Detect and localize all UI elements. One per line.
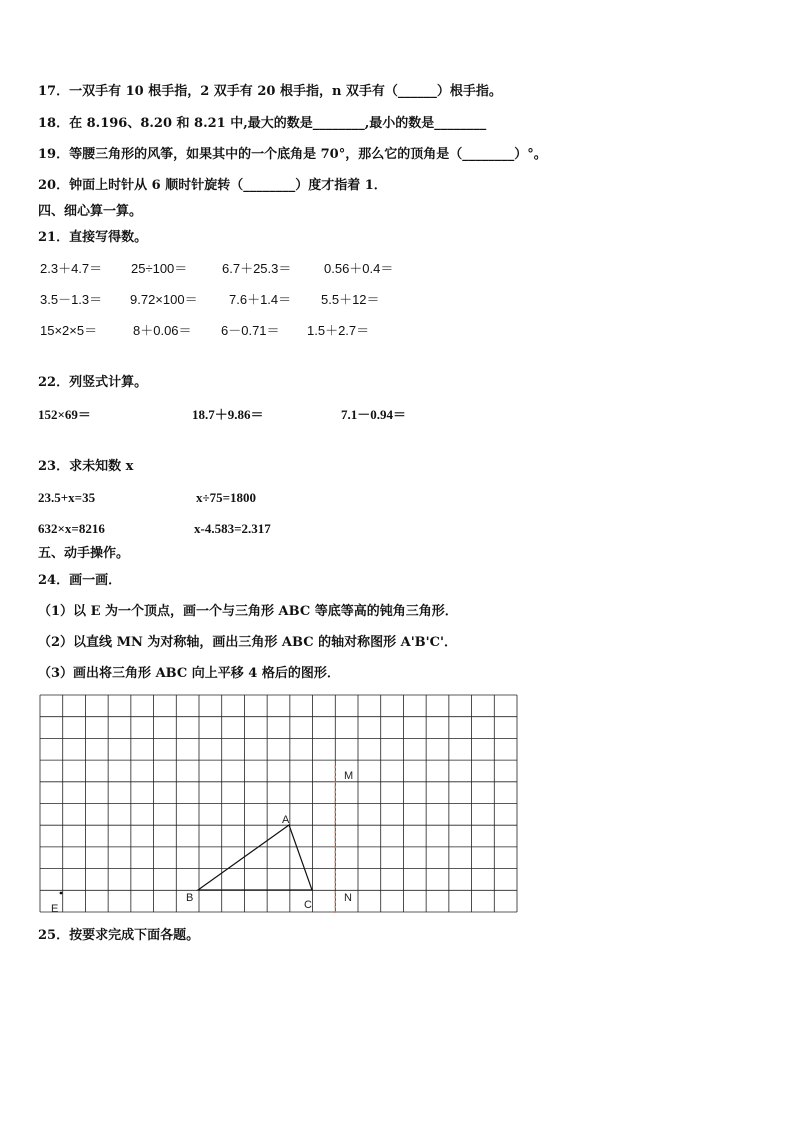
triangle-abc (198, 825, 312, 890)
question-17: 17．一双手有 10 根手指，2 双手有 20 根手指，n 双手有（______）根手指。 (38, 84, 502, 99)
label-a: A (282, 814, 290, 826)
question-23: 23．求未知数 x (38, 459, 134, 474)
drawing-grid[interactable] (39, 694, 519, 916)
equation-item: x÷75=1800 (196, 490, 257, 505)
question-24-part-3: （3）画出将三角形 ABC 向上平移 4 格后的图形． (38, 666, 340, 681)
section-heading-4: 四、细心算一算。 (38, 204, 143, 219)
calc-item: 6－0.71＝ (221, 323, 280, 338)
question-24-part-1: （1）以 E 为一个顶点，画一个与三角形 ABC 等底等高的钝角三角形． (38, 604, 458, 619)
question-22: 22．列竖式计算。 (38, 375, 148, 390)
vertical-calc-item: 152×69＝ (38, 407, 91, 422)
calc-item: 15×2×5＝ (40, 323, 98, 338)
calc-item: 9.72×100＝ (130, 292, 198, 307)
question-24: 24．画一画． (38, 573, 122, 588)
equation-item: x-4.583=2.317 (194, 521, 271, 536)
label-b: B (186, 892, 194, 904)
point-e (60, 892, 63, 895)
vertical-calc-item: 7.1－0.94＝ (341, 407, 407, 422)
equation-item: 23.5+x=35 (38, 490, 96, 505)
calc-item: 2.3＋4.7＝ (40, 261, 103, 276)
question-25: 25．按要求完成下面各题。 (38, 928, 200, 943)
question-18: 18．在 8.196、8.20 和 8.21 中,最大的数是________,最小的数是________ (38, 116, 487, 131)
calc-item: 6.7＋25.3＝ (222, 261, 292, 276)
label-n: N (344, 892, 352, 904)
label-c: C (304, 899, 312, 911)
question-21: 21．直接写得数。 (38, 230, 148, 245)
label-m: M (344, 770, 354, 782)
vertical-calc-item: 18.7＋9.86＝ (192, 407, 264, 422)
label-e: E (51, 903, 59, 915)
calc-item: 5.5＋12＝ (321, 292, 380, 307)
calc-item: 25÷100＝ (131, 261, 188, 276)
question-20: 20．钟面上时针从 6 顺时针旋转（________）度才指着 1． (38, 178, 387, 193)
grid-lines (40, 695, 517, 912)
section-heading-5: 五、动手操作。 (38, 546, 130, 561)
calc-item: 8＋0.06＝ (133, 323, 192, 338)
calc-item: 0.56＋0.4＝ (324, 261, 394, 276)
calc-item: 3.5－1.3＝ (40, 292, 103, 307)
question-24-part-2: （2）以直线 MN 为对称轴，画出三角形 ABC 的轴对称图形 A'B'C'． (38, 635, 457, 650)
question-19: 19．等腰三角形的风筝，如果其中的一个底角是 70°，那么它的顶角是（________）°。 (38, 147, 547, 162)
calc-item: 1.5＋2.7＝ (307, 323, 370, 338)
calc-item: 7.6＋1.4＝ (229, 292, 292, 307)
equation-item: 632×x=8216 (38, 521, 105, 536)
